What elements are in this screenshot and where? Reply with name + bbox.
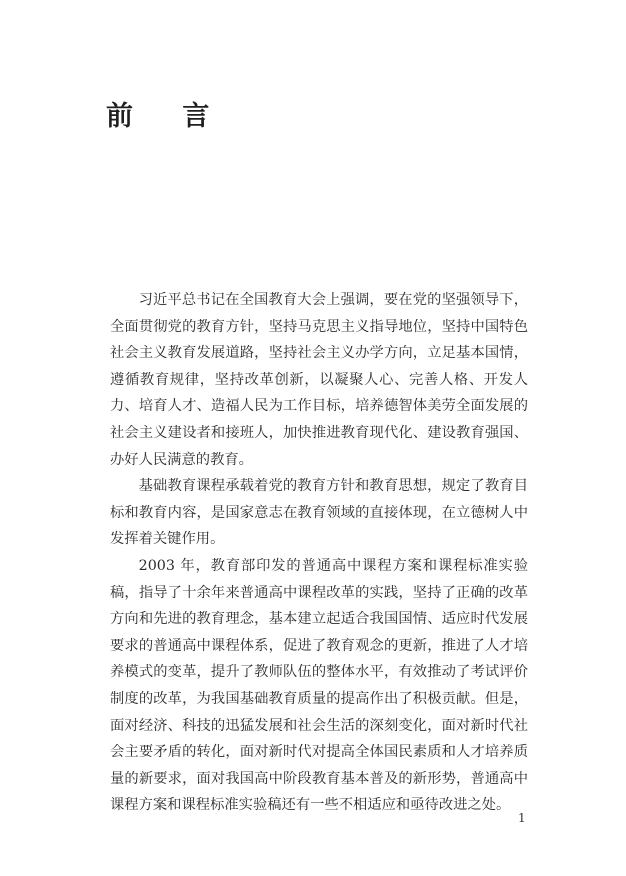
page-title: 前 言 [106,101,230,132]
page-number: 1 [518,811,526,825]
body-text [110,287,528,819]
paragraph-3: 2003 年，教育部印发的普通高中课程方案和课程标准实验稿，指导了十余年来普通高中课程改革的实践，坚持了正确的改革方向和先进的教育理念，基本建立起适合我国国情、适应时代发展要求的普通高中课程体系，促进了教育观念的更新，推进了人才培养模式的变革，提升了教师队伍的整体水平，有效推动了考试评价制度的改革，为我国基础教育质量的提高作出了积极贡献。但是，面对经济、科技的迅猛发展和社会生活的深刻变化，面对新时代社会主要矛盾的转化，面对新时代对提高全体国民素质和人才培养质量的新要求，面对我国高中阶段教育基本普及的新形势，普通高中课程方案和课程标准实验稿还有一些不相适应和亟待改进之处。 [110,557,528,814]
paragraph-2: 基础教育课程承载着党的教育方针和教育思想，规定了教育目标和教育内容，是国家意志在教育领域的直接体现，在立德树人中发挥着关键作用。 [110,478,528,548]
paragraph-1: 习近平总书记在全国教育大会上强调，要在党的坚强领导下，全面贯彻党的教育方针，坚持马克思主义指导地位，坚持中国特色社会主义教育发展道路，坚持社会主义办学方向，立足基本国情，遵循教育规律，坚持改革创新，以凝聚人心、完善人格、开发人力、培育人才、造福人民为工作目标，培养德智体美劳全面发展的社会主义建设者和接班人，加快推进教育现代化、建设教育强国、办好人民满意的教育。 [110,292,528,468]
